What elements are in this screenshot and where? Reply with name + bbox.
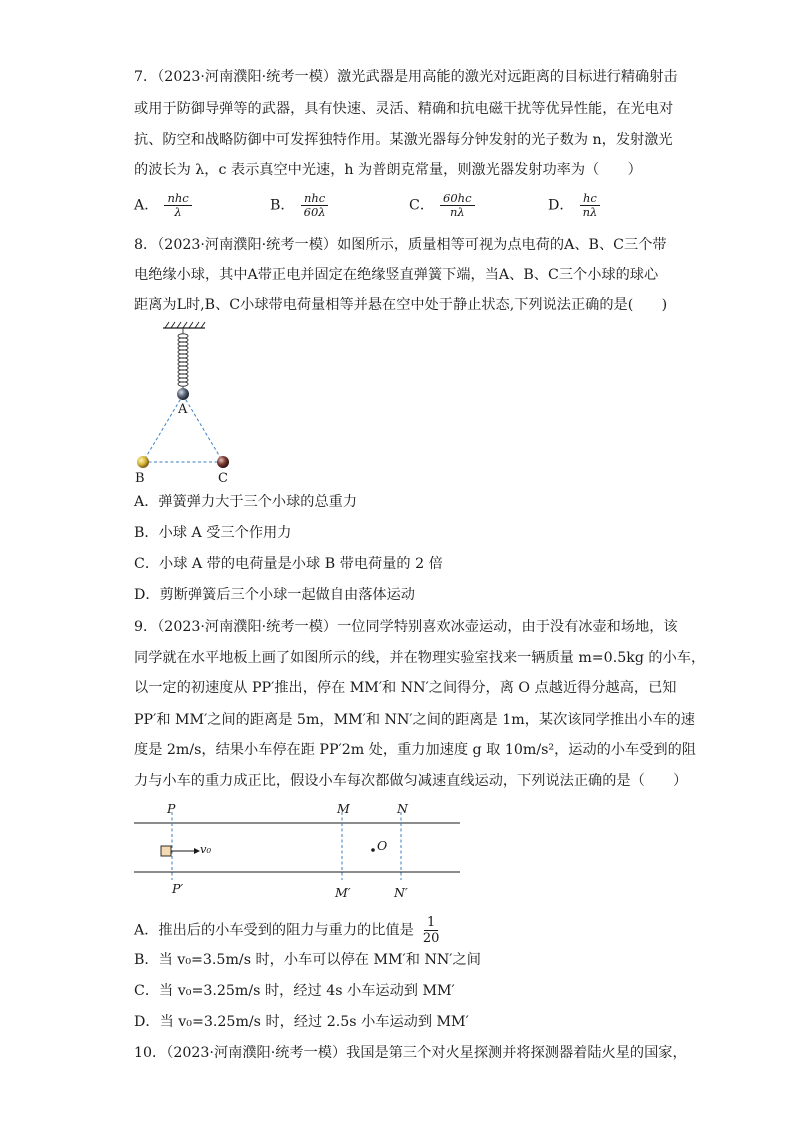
q8-option-c[interactable]: C．小球 A 带的电荷量是小球 B 带电荷量的 2 倍 — [134, 556, 443, 572]
label-m: M — [337, 801, 350, 816]
label-o: O — [377, 838, 388, 853]
label-p: P — [167, 801, 176, 816]
label-n-prime: N′ — [394, 885, 408, 900]
q8-line-3: 距离为L时,B、C小球带电荷量相等并悬在空中处于静止状态,下列说法正确的是( ) — [134, 297, 668, 313]
label-v0: v₀ — [200, 842, 212, 856]
fraction-denominator: nλ — [449, 205, 465, 219]
label-m-prime: M′ — [335, 885, 351, 900]
q9-option-a[interactable] — [134, 915, 442, 946]
q7-option-a[interactable] — [134, 192, 192, 219]
cart — [161, 846, 171, 856]
track-figure — [130, 800, 466, 902]
fraction-numerator: 60hc — [440, 192, 474, 206]
q8-option-d[interactable]: D．剪断弹簧后三个小球一起做自由落体运动 — [134, 587, 415, 603]
fraction-denominator: 60λ — [303, 205, 326, 219]
fraction-numerator: 1 — [424, 915, 438, 931]
q9-line-4: PP′和 MM′之间的距离是 5m，MM′和 NN′之间的距离是 1m，某次该同学推出小车的速 — [134, 712, 695, 728]
option-letter: B． — [270, 197, 295, 214]
q9-line-6: 力与小车的重力成正比，假设小车每次都做匀减速直线运动，下列说法正确的是（ ） — [134, 773, 688, 789]
ball-b — [137, 456, 149, 468]
fraction-numerator: nhc — [301, 192, 328, 206]
ball-a — [177, 388, 189, 400]
option-fraction — [164, 192, 191, 219]
option-a-text: A．推出后的小车受到的阻力与重力的比值是 — [134, 922, 414, 939]
q9-line-5: 度是 2m/s，结果小车停在距 PP′2m 处，重力加速度 g 取 10m/s²，运动的小车受到的阻 — [134, 742, 696, 758]
q9-option-c[interactable]: C．当 v₀=3.25m/s 时，经过 4s 小车运动到 MM′ — [134, 983, 455, 999]
spring-balls-figure — [125, 318, 245, 490]
label-a: A — [178, 402, 188, 417]
point-o — [371, 848, 375, 852]
q7-line-4: 的波长为 λ，c 表示真空中光速，h 为普朗克常量，则激光器发射功率为（ ） — [134, 162, 642, 178]
q8-option-b[interactable]: B．小球 A 受三个作用力 — [134, 525, 292, 541]
option-fraction — [580, 192, 601, 219]
label-c: C — [218, 471, 228, 486]
label-b: B — [135, 471, 145, 486]
label-n: N — [397, 801, 408, 816]
q9-line-1: 9．（2023·河南濮阳·统考一模）一位同学特别喜欢冰壶运动，由于没有冰壶和场地，该 — [134, 619, 678, 635]
q7-option-d[interactable] — [548, 192, 600, 219]
ball-c — [217, 456, 229, 468]
q9-option-b[interactable]: B．当 v₀=3.5m/s 时，小车可以停在 MM′和 NN′之间 — [134, 952, 481, 968]
option-fraction — [440, 192, 474, 219]
q8-line-1: 8．（2023·河南濮阳·统考一模）如图所示，质量相等可视为点电荷的A、B、C三个带 — [134, 237, 667, 253]
q9-line-2: 同学就在水平地板上画了如图所示的线，并在物理实验室找来一辆质量 m=0.5kg 的小车， — [134, 650, 706, 666]
q9-option-d[interactable]: D．当 v₀=3.25m/s 时，经过 2.5s 小车运动到 MM′ — [134, 1014, 469, 1030]
option-letter: D． — [548, 197, 574, 214]
fraction-numerator: hc — [580, 192, 600, 206]
fraction-numerator: nhc — [164, 192, 191, 206]
q8-line-2: 电绝缘小球，其中A带正电并固定在绝缘竖直弹簧下端，当A、B、C三个小球的球心 — [134, 267, 659, 283]
q7-option-b[interactable] — [270, 192, 329, 219]
spring — [178, 328, 188, 388]
fraction-denominator: 20 — [422, 931, 440, 946]
q10-line-1: 10．（2023·河南濮阳·统考一模）我国是第三个对火星探测并将探测器着陆火星的国家， — [134, 1045, 687, 1061]
label-p-prime: P′ — [172, 881, 184, 896]
option-letter: A． — [134, 197, 159, 214]
fraction-denominator: λ — [174, 205, 182, 219]
q7-line-2: 或用于防御导弹等的武器，具有快速、灵活、精确和抗电磁干扰等优异性能，在光电对 — [134, 101, 674, 117]
option-fraction — [301, 192, 329, 219]
ceiling-support — [163, 322, 205, 328]
q7-line-3: 抗、防空和战略防御中可发挥独特作用。某激光器每分钟发射的光子数为 n，发射激光 — [134, 132, 673, 148]
option-letter: C． — [409, 197, 435, 214]
q9-line-3: 以一定的初速度从 PP′推出，停在 MM′和 NN′之间得分，离 O 点越近得分越高，已知 — [134, 680, 677, 696]
option-a-fraction — [420, 915, 443, 946]
q7-line-1: 7．（2023·河南濮阳·统考一模）激光武器是用高能的激光对远距离的目标进行精确射击 — [134, 69, 678, 85]
q8-option-a[interactable]: A．弹簧弹力大于三个小球的总重力 — [134, 494, 358, 510]
fraction-denominator: nλ — [582, 205, 598, 219]
q7-option-c[interactable] — [409, 192, 475, 219]
